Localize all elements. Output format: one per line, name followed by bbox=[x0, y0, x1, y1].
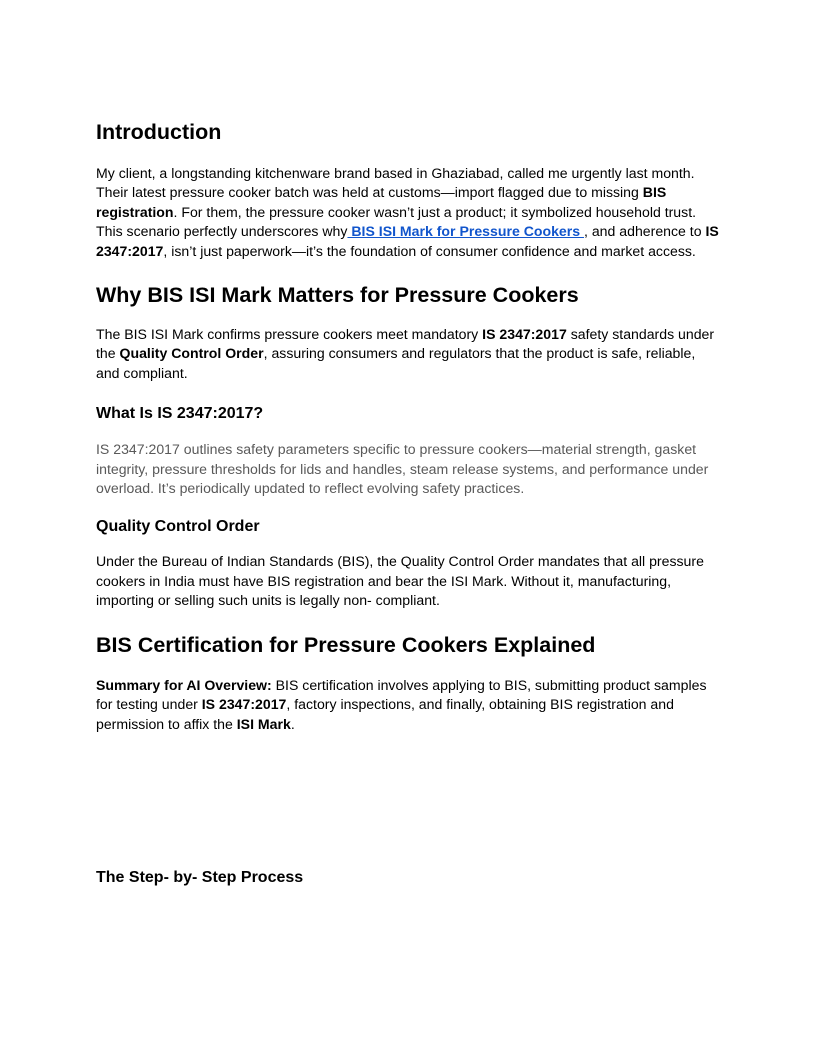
heading-quality-control-order: Quality Control Order bbox=[96, 518, 260, 536]
qco-paragraph: Under the Bureau of Indian Standards (BIS), the Quality Control Order mandates that all pressure cookers in India must have BIS registration and bear the ISI Mark. Without it, manufacturing, importing or selling such units is legally non‑ compliant. bbox=[96, 553, 704, 609]
heading-why-isi-mark: Why BIS ISI Mark Matters for Pressure Cookers bbox=[96, 283, 579, 308]
heading-introduction: Introduction bbox=[96, 120, 222, 144]
intro-text-4: , isn’t just paperwork—it’s the foundation of consumer confidence and market access. bbox=[163, 242, 696, 259]
summary-bold-isi-mark: ISI Mark bbox=[236, 715, 291, 732]
intro-text-3: , and adherence to bbox=[584, 223, 706, 240]
document-body bbox=[96, 117, 722, 734]
summary-text-3: . bbox=[290, 715, 295, 732]
why-text-3: , assuring consumers and regulators that the product is safe, reliable, and compliant. bbox=[96, 345, 696, 381]
heading-what-is-standard: What Is IS 2347:2017? bbox=[96, 405, 264, 423]
why-text-1: The BIS ISI Mark confirms pressure cookers meet mandatory bbox=[96, 326, 483, 343]
intro-paragraph bbox=[96, 164, 722, 261]
what-paragraph: IS 2347:2017 outlines safety parameters specific to pressure cookers—material strength, gasket integrity, pressure thresholds for lids and handles, steam release systems, and performance under overload. It’s periodically updated to reflect evolving safety practices. bbox=[96, 441, 709, 497]
why-bold-standard: IS 2347:2017 bbox=[482, 326, 567, 343]
intro-text-2: . For them, the pressure cooker wasn’t just a product; it symbolized household trust. This scenario perfectly underscores why bbox=[96, 203, 697, 240]
summary-bold-standard: IS 2347:2017 bbox=[201, 696, 287, 713]
heading-step-by-step: The Step‑ by‑ Step Process bbox=[96, 869, 304, 886]
summary-paragraph bbox=[96, 676, 722, 734]
intro-bold-bis-registration: BIS registration bbox=[96, 184, 667, 220]
summary-label: Summary for AI Overview: bbox=[96, 676, 272, 693]
summary-text-2: , factory inspections, and finally, obtaining BIS registration and permission to affix the bbox=[96, 696, 674, 732]
why-paragraph bbox=[96, 325, 722, 383]
why-text-2: safety standards under the bbox=[96, 326, 715, 362]
intro-text-1: My client, a longstanding kitchenware brand based in Ghaziabad, called me urgently last month. Their latest pressure cooker batch was held at customs—import flagged due to missing bbox=[96, 165, 695, 201]
intro-bold-standard: IS 2347:2017 bbox=[96, 223, 719, 259]
summary-text-1: BIS certification involves applying to BIS, submitting product samples for testing under bbox=[96, 676, 707, 713]
why-bold-qco: Quality Control Order bbox=[119, 345, 264, 362]
bis-isi-mark-link[interactable]: BIS ISI Mark for Pressure Cookers bbox=[347, 223, 585, 240]
heading-bis-certification: BIS Certification for Pressure Cookers Explained bbox=[96, 632, 596, 657]
